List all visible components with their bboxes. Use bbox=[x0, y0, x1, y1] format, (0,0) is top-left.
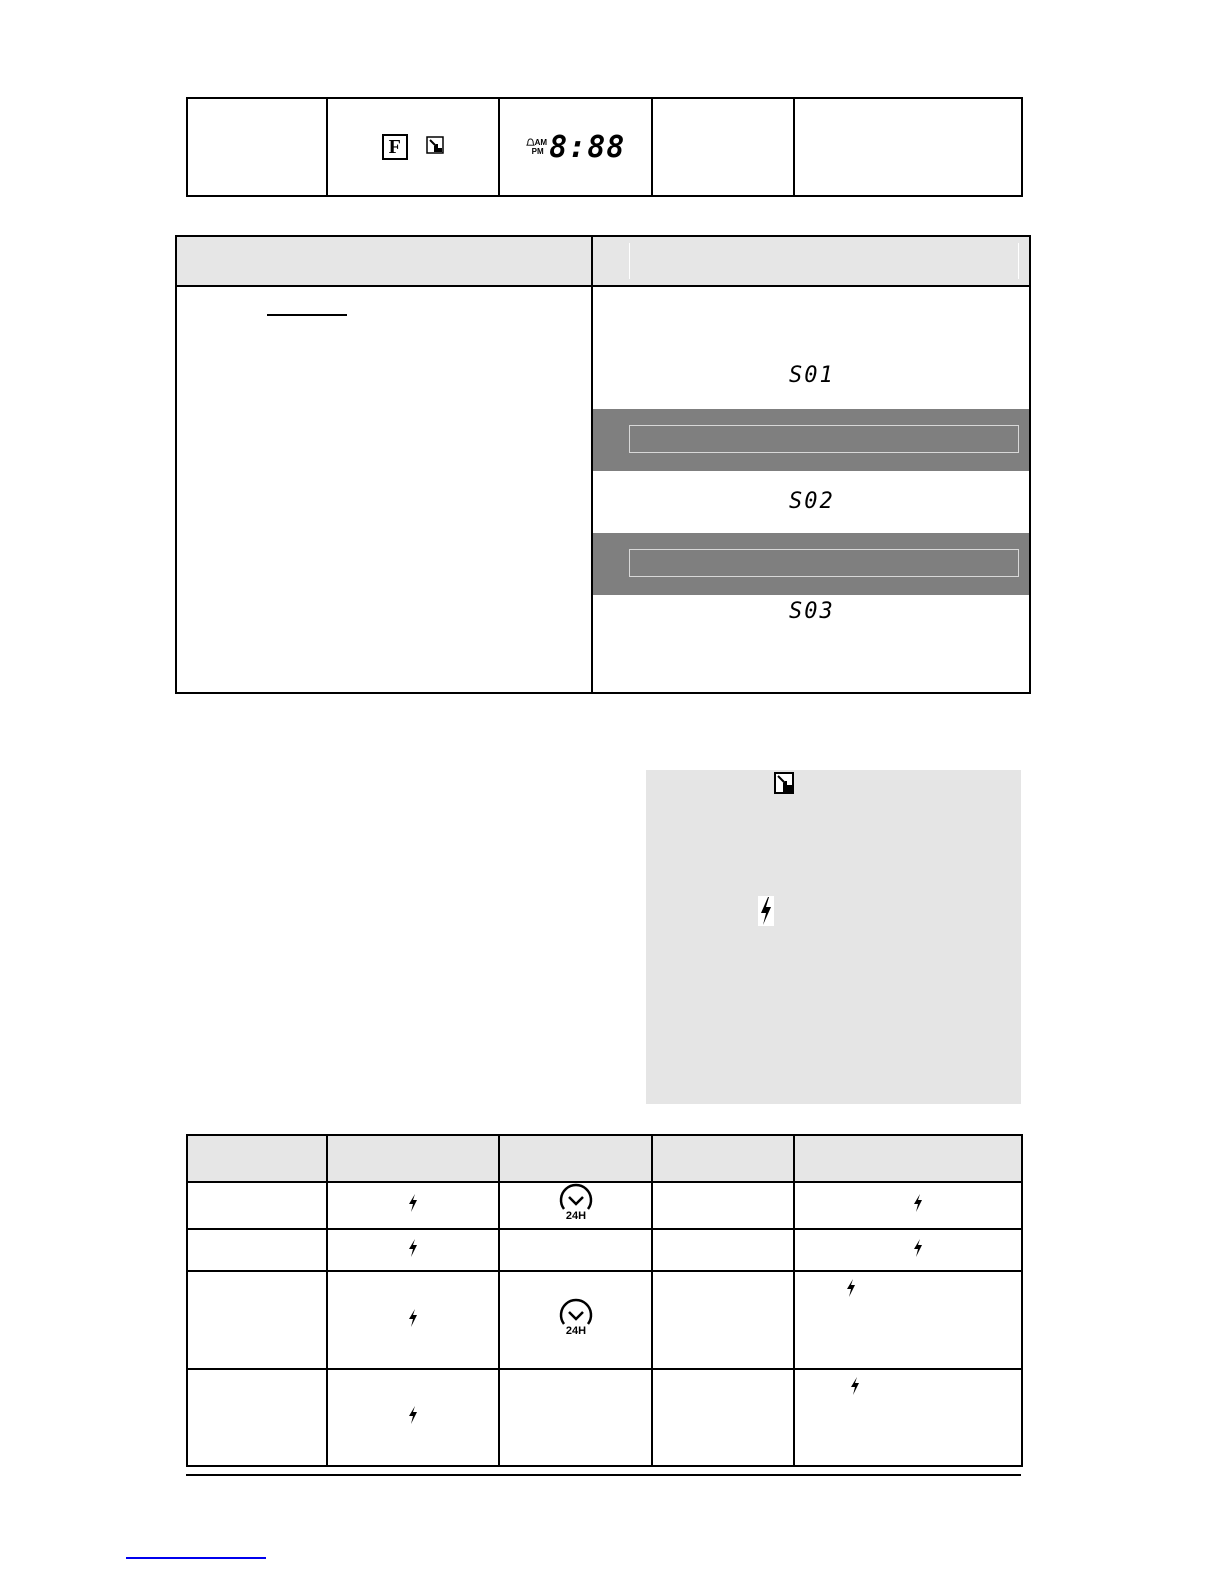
lightning-icon bbox=[407, 1405, 419, 1425]
dark-band-1 bbox=[593, 409, 1029, 471]
settings-left-body bbox=[177, 287, 593, 692]
svg-text:24H: 24H bbox=[565, 1324, 586, 1337]
code-s03: S03 bbox=[789, 599, 835, 624]
top-cell-empty-1 bbox=[187, 98, 327, 196]
settings-table bbox=[175, 235, 1031, 694]
lightning-icon bbox=[845, 1278, 857, 1298]
code-s01: S01 bbox=[789, 363, 835, 388]
top-cell-icons bbox=[327, 98, 499, 196]
bottom-table bbox=[186, 1134, 1023, 1467]
f-box-icon: F bbox=[382, 134, 408, 160]
bottom-row-3-col-2 bbox=[327, 1271, 499, 1369]
code-row-2 bbox=[593, 471, 1029, 533]
bottom-header-1 bbox=[187, 1135, 327, 1182]
top-cell-empty-2 bbox=[652, 98, 794, 196]
bottom-header-4 bbox=[652, 1135, 794, 1182]
bottom-row-4-col-2 bbox=[327, 1369, 499, 1466]
top-symbol-table bbox=[186, 97, 1023, 197]
bottom-row-4-col-3 bbox=[499, 1369, 652, 1466]
bottom-row-4-col-4 bbox=[652, 1369, 794, 1466]
bottom-row-2-col-3 bbox=[499, 1229, 652, 1271]
lightning-icon bbox=[407, 1193, 419, 1213]
lightning-icon bbox=[758, 896, 774, 926]
bottom-row-4-col-5 bbox=[794, 1369, 1022, 1466]
bottom-row-3-col-4 bbox=[652, 1271, 794, 1369]
bottom-row-1-col-1 bbox=[187, 1182, 327, 1229]
code-s02: S02 bbox=[789, 489, 835, 514]
pm-label: PM bbox=[531, 147, 544, 156]
settings-header-left bbox=[177, 237, 593, 287]
svg-text:24H: 24H bbox=[565, 1210, 586, 1222]
footer-rule bbox=[186, 1474, 1021, 1476]
program-step-icon bbox=[426, 136, 444, 159]
bottom-row-1-col-2 bbox=[327, 1182, 499, 1229]
am-label: AM bbox=[534, 138, 548, 147]
top-cell-empty-3 bbox=[794, 98, 1022, 196]
bottom-row-2-col-5 bbox=[794, 1229, 1022, 1271]
settings-right-body bbox=[593, 287, 1029, 692]
bottom-row-2-col-4 bbox=[652, 1229, 794, 1271]
settings-header-right bbox=[593, 237, 1029, 287]
bottom-row-3-col-3 bbox=[499, 1271, 652, 1369]
bottom-row-1-col-5 bbox=[794, 1182, 1022, 1229]
lightning-icon bbox=[407, 1238, 419, 1258]
bell-icon bbox=[526, 138, 535, 147]
bottom-row-1-col-4 bbox=[652, 1182, 794, 1229]
lightning-icon bbox=[912, 1238, 924, 1258]
underline-mark bbox=[267, 314, 347, 316]
24h-clock-icon bbox=[555, 1298, 597, 1338]
bottom-header-5 bbox=[794, 1135, 1022, 1182]
top-cell-display bbox=[499, 98, 652, 196]
bottom-row-1-col-3 bbox=[499, 1182, 652, 1229]
24h-clock-icon bbox=[555, 1183, 597, 1223]
code-row-3 bbox=[593, 595, 1029, 692]
bottom-row-4-col-1 bbox=[187, 1369, 327, 1466]
note-box bbox=[646, 770, 1021, 1104]
lightning-icon bbox=[912, 1193, 924, 1213]
clock-digits: 8:88 bbox=[549, 129, 626, 165]
link-underline[interactable] bbox=[126, 1557, 266, 1559]
lightning-icon bbox=[849, 1376, 861, 1396]
bottom-row-3-col-1 bbox=[187, 1271, 327, 1369]
bottom-row-2-col-1 bbox=[187, 1229, 327, 1271]
dark-band-2 bbox=[593, 533, 1029, 595]
program-step-icon bbox=[774, 772, 794, 801]
bottom-header-3 bbox=[499, 1135, 652, 1182]
bottom-row-3-col-5 bbox=[794, 1271, 1022, 1369]
bottom-header-2 bbox=[327, 1135, 499, 1182]
code-row-1 bbox=[593, 287, 1029, 409]
lightning-icon bbox=[407, 1308, 419, 1328]
clock-display bbox=[526, 130, 626, 165]
bottom-row-2-col-2 bbox=[327, 1229, 499, 1271]
